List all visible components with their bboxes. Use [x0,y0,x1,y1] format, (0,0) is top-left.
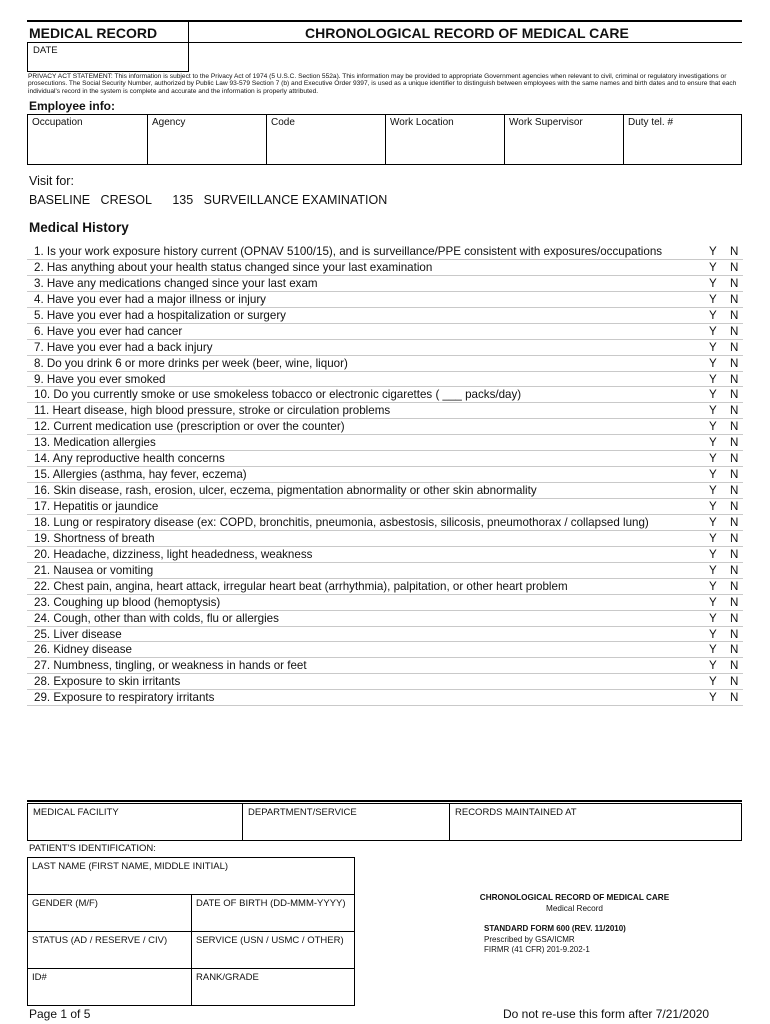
medical-history-questions [27,244,743,706]
employee-field-agency[interactable] [148,115,267,164]
answer-no-option[interactable]: N [730,356,739,370]
answer-no-option[interactable]: N [730,659,739,673]
question-row [27,595,743,611]
question-text: 23. Coughing up blood (hemoptysis) [34,595,221,609]
reuse-notice: Do not re-use this form after 7/21/2020 [503,1007,710,1021]
answer-yes-option[interactable]: Y [709,260,717,274]
employee-field-work-location[interactable] [386,115,505,164]
answer-no-option[interactable]: N [730,324,739,338]
medical-facility-label: MEDICAL FACILITY [33,807,119,818]
answer-no-option[interactable]: N [730,595,739,609]
employee-info-title: Employee info: [29,99,116,113]
dob-label: DATE OF BIRTH (DD-MMM-YYYY) [196,898,346,909]
question-row [27,642,743,658]
rank-field[interactable] [192,969,354,1005]
question-row [27,451,743,467]
answer-yes-option[interactable]: Y [709,659,717,673]
last-name-label: LAST NAME (FIRST NAME, MIDDLE INITIAL) [32,861,229,872]
gender-dob-row [28,895,354,932]
service-label: SERVICE (USN / USMC / OTHER) [196,935,344,946]
question-text: 11. Heart disease, high blood pressure, stroke or circulation problems [34,404,391,418]
records-maintained-field[interactable] [450,804,741,840]
question-text: 28. Exposure to skin irritants [34,675,181,689]
question-text: 8. Do you drink 6 or more drinks per week (beer, wine, liquor) [34,356,348,370]
question-text: 26. Kidney disease [34,643,132,657]
answer-yes-option[interactable]: Y [709,579,717,593]
question-row [27,467,743,483]
question-row [27,324,743,340]
answer-no-option[interactable]: N [730,245,739,258]
date-field[interactable] [27,43,189,72]
question-row [27,627,743,643]
form-info-block [472,893,677,913]
answer-no-option[interactable]: N [730,260,739,274]
answer-yes-option[interactable]: Y [709,372,717,386]
answer-yes-option[interactable]: Y [709,484,717,498]
question-text: 29. Exposure to respiratory irritants [34,691,215,705]
question-row [27,515,743,531]
answer-no-option[interactable]: N [730,436,739,450]
gender-label: GENDER (M/F) [32,898,98,909]
records-maintained-label: RECORDS MAINTAINED AT [455,807,577,818]
question-row [27,547,743,563]
gender-field[interactable] [28,895,192,931]
question-text: 4. Have you ever had a major illness or injury [34,292,266,306]
answer-no-option[interactable]: N [730,308,739,322]
prescribed-by: Prescribed by GSA/ICMR [484,934,575,944]
answer-yes-option[interactable]: Y [709,675,717,689]
question-text: 27. Numbness, tingling, or weakness in hands or feet [34,659,307,673]
form-info-title: CHRONOLOGICAL RECORD OF MEDICAL CARE [479,893,670,902]
standard-form-number: STANDARD FORM 600 (REV. 11/2010) [484,924,626,933]
question-text: 5. Have you ever had a hospitalization or surgery [34,308,286,322]
answer-yes-option[interactable]: Y [709,340,717,354]
answer-no-option[interactable]: N [730,563,739,577]
question-row [27,308,743,324]
question-row [27,499,743,515]
answer-yes-option[interactable]: Y [709,531,717,545]
question-text: 3. Have any medications changed since your last exam [34,276,318,290]
employee-field-label: Code [271,117,295,128]
question-row [27,419,743,435]
answer-yes-option[interactable]: Y [709,388,717,402]
patient-identification-label: PATIENT'S IDENTIFICATION: [29,843,156,854]
answer-no-option[interactable]: N [730,340,739,354]
question-text: 14. Any reproductive health concerns [34,452,225,466]
answer-yes-option[interactable]: Y [709,691,717,705]
employee-field-work-supervisor[interactable] [505,115,624,164]
answer-yes-option[interactable]: Y [709,356,717,370]
bottom-rule [27,800,742,802]
answer-no-option[interactable]: N [730,292,739,306]
answer-yes-option[interactable]: Y [709,547,717,561]
answer-no-option[interactable]: N [730,675,739,689]
form-header [27,22,742,43]
answer-yes-option[interactable]: Y [709,627,717,641]
rank-label: RANK/GRADE [196,972,259,983]
employee-info-table [27,114,742,165]
answer-no-option[interactable]: N [730,452,739,466]
medical-record-title: MEDICAL RECORD [29,25,158,41]
patient-identification-table [27,857,355,1006]
date-label: DATE [33,45,58,56]
question-text: 9. Have you ever smoked [34,372,166,386]
answer-no-option[interactable]: N [730,547,739,561]
id-field[interactable] [28,969,192,1005]
question-row [27,531,743,547]
question-row [27,579,743,595]
question-row [27,483,743,499]
form-title: CHRONOLOGICAL RECORD OF MEDICAL CARE [305,25,629,41]
question-row [27,244,743,260]
question-row [27,292,743,308]
department-label: DEPARTMENT/SERVICE [248,807,357,818]
question-text: 13. Medication allergies [34,436,156,450]
medical-history-title: Medical History [29,220,129,235]
answer-yes-option[interactable]: Y [709,595,717,609]
question-text: 24. Cough, other than with colds, flu or allergies [34,611,279,625]
question-row [27,276,743,292]
question-text: 18. Lung or respiratory disease (ex: COPD, bronchitis, pneumonia, asbestosis, silicosis, pneumothorax / collapsed lung) [34,515,649,529]
question-text: 19. Shortness of breath [34,531,155,545]
answer-no-option[interactable]: N [730,691,739,705]
answer-no-option[interactable]: N [730,372,739,386]
answer-yes-option[interactable]: Y [709,643,717,657]
answer-yes-option[interactable]: Y [709,245,717,258]
status-field[interactable] [28,932,192,968]
id-rank-row [28,969,354,1005]
question-text: 6. Have you ever had cancer [34,324,183,338]
answer-yes-option[interactable]: Y [709,452,717,466]
question-row [27,387,743,403]
question-text: 17. Hepatitis or jaundice [34,500,159,513]
answer-yes-option[interactable]: Y [709,276,717,290]
answer-no-option[interactable]: N [730,531,739,545]
answer-yes-option[interactable]: Y [709,436,717,450]
visit-for-value: BASELINE CRESOL 135 SURVEILLANCE EXAMINATION [29,193,388,207]
dob-field[interactable] [192,895,354,931]
employee-field-label: Occupation [32,117,83,128]
id-label: ID# [32,972,47,983]
last-name-row [28,858,354,895]
page-number: Page 1 of 5 [29,1007,91,1021]
answer-no-option[interactable]: N [730,484,739,498]
question-row [27,372,743,388]
question-row [27,674,743,690]
answer-no-option[interactable]: N [730,388,739,402]
question-text: 1. Is your work exposure history current (OPNAV 5100/15), and is surveillance/PPE consistent with exposures/occupations [34,245,663,258]
question-row [27,563,743,579]
service-field[interactable] [192,932,354,968]
question-text: 21. Nausea or vomiting [34,563,154,577]
question-text: 16. Skin disease, rash, erosion, ulcer, eczema, pigmentation abnormality or other skin abnormality [34,484,537,498]
employee-field-occupation[interactable] [28,115,148,164]
question-row [27,611,743,627]
status-service-row [28,932,354,969]
question-row [27,690,743,706]
question-text: 22. Chest pain, angina, heart attack, irregular heart beat (arrhythmia), palpitation, or other heart problem [34,579,568,593]
question-row [27,340,743,356]
question-row [27,403,743,419]
question-text: 20. Headache, dizziness, light headedness, weakness [34,547,313,561]
question-row [27,658,743,674]
answer-no-option[interactable]: N [730,627,739,641]
answer-no-option[interactable]: N [730,643,739,657]
question-text: 25. Liver disease [34,627,122,641]
answer-yes-option[interactable]: Y [709,404,717,418]
privacy-act-statement: PRIVACY ACT STATEMENT: This information is subject to the Privacy Act of 1974 (5 U.S.C. Section 552a). This information may be provided to appropriate Government agencies when relevant to civil, criminal or regulatory investigations or prosecutions. The Social Security Number, authorized by Public Law 93-579 Section 7 (b) and Executive Order 9397, is used as a unique identifier to distinguish between employees with the same names and birth dates and to ensure that each individual's record in the system is complete and accurate and the information is properly attributed. [28,73,737,95]
form-info-subtitle: Medical Record [546,904,603,913]
question-text: 15. Allergies (asthma, hay fever, eczema) [34,468,247,482]
answer-yes-option[interactable]: Y [709,308,717,322]
medical-facility-field[interactable] [28,804,243,840]
employee-field-label: Work Location [390,117,454,128]
standard-form-block [484,924,626,956]
answer-yes-option[interactable]: Y [709,500,717,513]
employee-field-code[interactable] [267,115,386,164]
visit-for-label: Visit for: [29,174,74,188]
answer-yes-option[interactable]: Y [709,611,717,625]
question-text: 12. Current medication use (prescription or over the counter) [34,420,345,434]
department-field[interactable] [243,804,450,840]
question-row [27,435,743,451]
answer-no-option[interactable]: N [730,515,739,529]
question-row [27,260,743,276]
question-text: 7. Have you ever had a back injury [34,340,213,354]
answer-yes-option[interactable]: Y [709,515,717,529]
answer-no-option[interactable]: N [730,468,739,482]
answer-no-option[interactable]: N [730,611,739,625]
answer-no-option[interactable]: N [730,420,739,434]
answer-no-option[interactable]: N [730,404,739,418]
answer-no-option[interactable]: N [730,276,739,290]
employee-field-duty-tel[interactable] [624,115,741,164]
employee-field-label: Agency [152,117,186,128]
answer-no-option[interactable]: N [730,579,739,593]
answer-yes-option[interactable]: Y [709,563,717,577]
answer-no-option[interactable]: N [730,500,739,513]
answer-yes-option[interactable]: Y [709,292,717,306]
answer-yes-option[interactable]: Y [709,420,717,434]
question-text: 2. Has anything about your health status changed since your last examination [34,260,433,274]
question-text: 10. Do you currently smoke or use smokeless tobacco or electronic cigarettes ( ___ packs/day) [34,388,522,402]
firmr-reference: FIRMR (41 CFR) 201-9.202-1 [484,945,590,954]
facility-table [27,803,742,841]
employee-field-label: Duty tel. # [628,117,674,128]
answer-yes-option[interactable]: Y [709,324,717,338]
last-name-field[interactable] [28,858,354,894]
employee-field-label: Work Supervisor [509,117,583,128]
status-label: STATUS (AD / RESERVE / CIV) [32,935,168,946]
question-row [27,356,743,372]
answer-yes-option[interactable]: Y [709,468,717,482]
